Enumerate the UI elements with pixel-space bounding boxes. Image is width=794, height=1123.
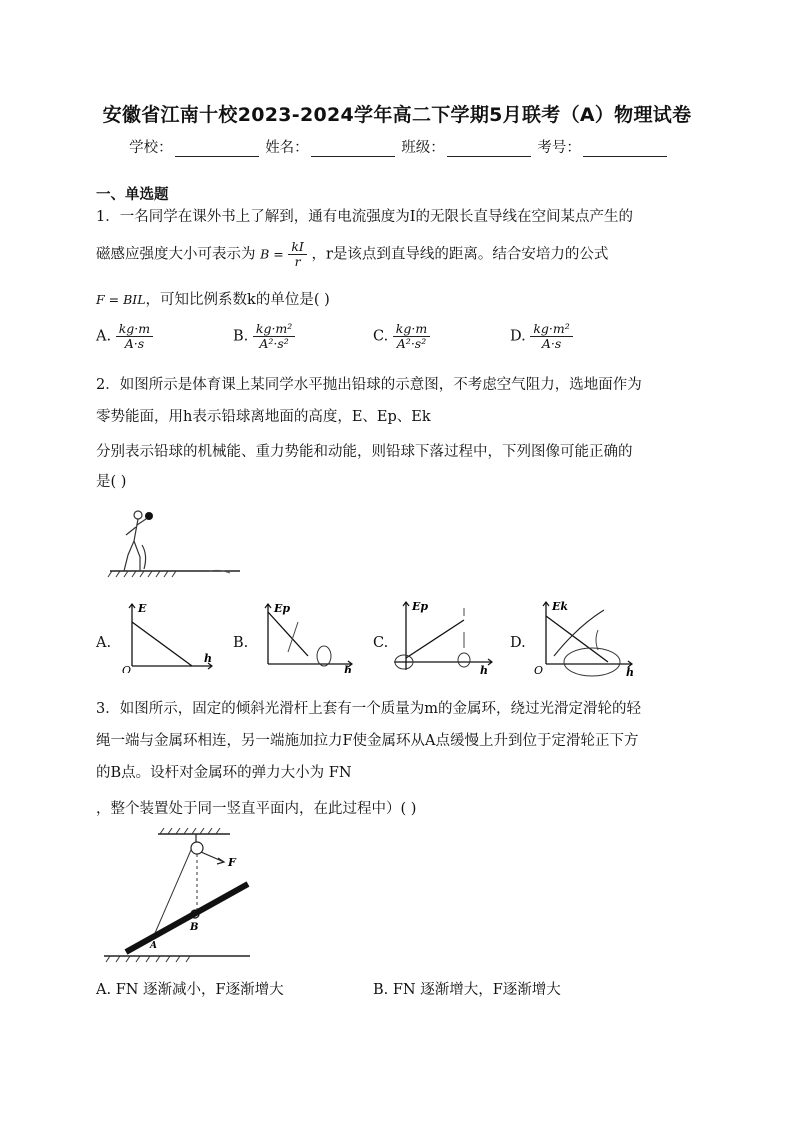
ceiling-hatching bbox=[160, 828, 220, 834]
thrower-person bbox=[124, 511, 148, 571]
q1-option-d-label: D. bbox=[510, 328, 526, 345]
q2-graph-b bbox=[248, 598, 358, 673]
q1-option-d-fraction bbox=[530, 322, 572, 351]
q2-graph-a-origin: O bbox=[122, 664, 132, 673]
q2-graph-a-xlabel: h bbox=[204, 652, 212, 665]
section-heading: 一、单选题 bbox=[96, 187, 169, 203]
q2-graph-c-line bbox=[406, 620, 464, 658]
q2-graph-b-xlabel: h bbox=[344, 664, 352, 673]
q1-formula-fraction bbox=[288, 240, 307, 269]
q1-option-a-label: A. bbox=[96, 328, 112, 345]
q2-option-b-label[interactable]: B. bbox=[233, 635, 249, 651]
point-b-label: B bbox=[190, 922, 199, 933]
q1-line-2 bbox=[96, 240, 608, 269]
q2-line-3: 分别表示铅球的机械能、重力势能和动能，则铅球下落过程中，下列图像可能正确的 bbox=[96, 444, 633, 460]
q1-line-2-prefix: 磁感应强度大小可表示为 bbox=[96, 246, 256, 263]
shot-put-figure bbox=[100, 505, 250, 580]
floor-hatching bbox=[106, 956, 190, 962]
q2-graph-d-xlabel: h bbox=[626, 666, 634, 678]
info-label-name: 姓名： bbox=[265, 140, 309, 156]
force-label: F bbox=[228, 856, 236, 869]
q2-graph-d-circle-mark bbox=[564, 648, 620, 676]
q2-graph-d-origin: O bbox=[534, 664, 544, 677]
ground-hatching bbox=[108, 571, 176, 577]
q1-formula-lhs: B = bbox=[260, 246, 284, 262]
q2-graph-c-ylabel: Ep bbox=[412, 600, 429, 613]
exam-number-blank bbox=[583, 140, 667, 157]
page-title: 安徽省江南十校2023-2024学年高二下学期5月联考（A）物理试卷 bbox=[102, 104, 692, 126]
q2-graph-c-circle-mark bbox=[458, 653, 470, 667]
q2-graph-b-circle-mark bbox=[317, 646, 331, 666]
q1-line-2-suffix: ，r是该点到直导线的距离。结合安培力的公式 bbox=[311, 246, 609, 263]
q2-graph-b-scribble bbox=[288, 622, 298, 652]
point-a-label: A bbox=[150, 941, 157, 951]
info-label-school: 学校： bbox=[129, 140, 173, 156]
q2-line-4: 是( ) bbox=[96, 474, 127, 490]
name-blank bbox=[311, 140, 395, 157]
q3-line-4: ，整个装置处于同一竖直平面内，在此过程中）( ) bbox=[96, 801, 417, 817]
q3-line-1: 3．如图所示，固定的倾斜光滑杆上套有一个质量为m的金属环，绕过光滑定滑轮的轻 bbox=[96, 701, 641, 717]
q3-line-3: 的B点。设杆对金属环的弹力大小为 FN bbox=[96, 765, 352, 781]
q3-option-a[interactable]: A. FN 逐渐减小，F逐渐增大 bbox=[96, 982, 284, 998]
q1-option-c[interactable] bbox=[373, 322, 430, 351]
q2-line-2: 零势能面，用h表示铅球离地面的高度，E、Ep、Ek bbox=[96, 409, 431, 425]
q1-line-1: 1．一名同学在课外书上了解到，通有电流强度为I的无限长直导线在空间某点产生的 bbox=[96, 209, 633, 225]
q1-option-b-fraction bbox=[253, 322, 295, 351]
q1-option-d-den: A·s bbox=[541, 335, 562, 351]
q1-option-c-fraction bbox=[393, 322, 430, 351]
shot-put-ball bbox=[145, 512, 153, 520]
q1-option-b-den: A²·s² bbox=[259, 335, 289, 351]
q2-graph-c-xlabel: h bbox=[480, 664, 488, 674]
q1-option-d-num: kg·m² bbox=[530, 322, 572, 337]
q1-option-b-label: B. bbox=[233, 328, 249, 345]
q1-formula-num: kI bbox=[288, 240, 307, 255]
q3-line-2: 绳一端与金属环相连，另一端施加拉力F使金属环从A点缓慢上升到位于定滑轮正下方 bbox=[96, 733, 639, 749]
q1-option-c-num: kg·m bbox=[393, 322, 430, 337]
q1-option-a-num: kg·m bbox=[116, 322, 153, 337]
q1-formula-den: r bbox=[294, 253, 301, 269]
q1-option-a-den: A·s bbox=[124, 335, 145, 351]
info-label-exam-number: 考号： bbox=[537, 140, 581, 156]
q2-graph-d-ylabel: Ek bbox=[552, 600, 569, 613]
q2-option-c-label[interactable]: C. bbox=[373, 635, 389, 651]
pulley-figure bbox=[100, 828, 260, 963]
q2-graph-b-line bbox=[268, 612, 308, 656]
q2-graph-a-ylabel: E bbox=[138, 602, 147, 615]
q1-option-c-den: A²·s² bbox=[396, 335, 427, 351]
q2-option-a-label[interactable]: A. bbox=[96, 635, 112, 651]
q1-option-b[interactable] bbox=[233, 322, 295, 351]
q1-line-3 bbox=[96, 288, 330, 309]
q2-graph-a-line bbox=[132, 622, 192, 666]
inclined-rod bbox=[126, 884, 248, 952]
q1-option-a[interactable] bbox=[96, 322, 153, 351]
q1-option-c-label: C. bbox=[373, 328, 389, 345]
q2-graph-c bbox=[388, 596, 498, 674]
q1-option-b-num: kg·m² bbox=[253, 322, 295, 337]
school-blank bbox=[175, 140, 259, 157]
q1-option-d[interactable] bbox=[510, 322, 573, 351]
class-blank bbox=[447, 140, 531, 157]
q1-option-a-fraction bbox=[116, 322, 153, 351]
info-label-class: 班级： bbox=[401, 140, 445, 156]
q2-graph-b-ylabel: Ep bbox=[274, 602, 291, 615]
q2-option-d-label[interactable]: D. bbox=[510, 635, 526, 651]
q1-ampere-formula: F = BIL bbox=[96, 292, 146, 307]
q1-line-3-suffix: ，可知比例系数k的单位是( ) bbox=[145, 292, 330, 308]
student-info-line bbox=[0, 136, 794, 157]
q2-graph-d-paren-mark bbox=[596, 630, 598, 650]
q3-option-b[interactable]: B. FN 逐渐增大，F逐渐增大 bbox=[373, 982, 561, 998]
q2-graph-a bbox=[112, 598, 217, 673]
q2-graph-d bbox=[528, 596, 638, 678]
q2-line-1: 2．如图所示是体育课上某同学水平抛出铅球的示意图，不考虑空气阻力，选地面作为 bbox=[96, 377, 642, 393]
force-arrow-line bbox=[201, 852, 224, 862]
